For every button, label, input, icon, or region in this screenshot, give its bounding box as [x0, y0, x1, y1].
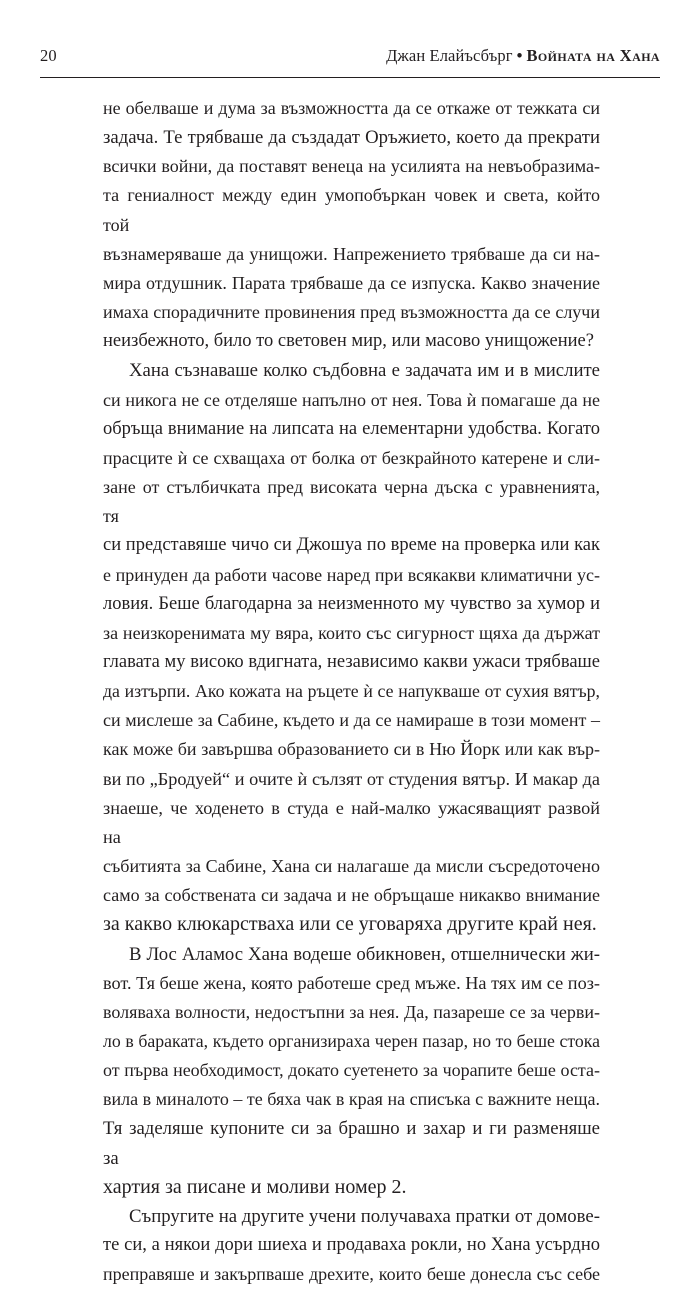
header-title-group — [386, 43, 660, 69]
text-line: от първа необходимост, докато суетенето за чорапите беше оста- — [103, 1060, 600, 1081]
text-line: Съпругите на другите учени получаваха пратки от домове- — [129, 1205, 600, 1227]
header-book-title: Войната на Хана — [526, 46, 660, 65]
text-line: събитията за Сабине, Хана си налагаше да мисли съсредоточено — [103, 856, 600, 877]
text-line: прасците ѝ се схващаха от болка от безкрайното катерене и сли- — [103, 447, 600, 468]
text-line: Тя заделяше купоните си за брашно и захар и ги разменяше за — [103, 1118, 600, 1169]
text-line: е принуден да работи часове наред при всякакви климатични ус- — [103, 564, 600, 585]
text-line: да изтърпи. Ако кожата на ръцете ѝ се напукваше от сухия вятър, — [103, 681, 600, 702]
text-line: вот. Тя беше жена, която работеше сред мъже. На тях им се поз- — [103, 972, 600, 993]
text-line: неизбежното, било то световен мир, или масово унищожение? — [103, 331, 594, 352]
text-line: как може би завършва образованието си в Ню Йорк или как вър- — [103, 739, 600, 760]
text-line: само за собствената си задача и не обръщаше никакво внимание — [103, 885, 600, 906]
text-line: главата му високо вдигната, независимо какви ужаси трябваше — [103, 651, 600, 672]
text-line: за неизкоренимата му вяра, които със сигурност щяха да държат — [103, 622, 600, 643]
running-header — [40, 43, 660, 69]
text-line: воляваха волности, недостъпни за нея. Да, пазареше се за черви- — [103, 1001, 600, 1022]
text-line: си представяше чичо си Джошуа по време на проверка или как — [103, 535, 600, 556]
text-line: възнамеряваше да унищожи. Напрежението трябваше да си на- — [103, 243, 600, 264]
text-line: те си, а някои дори шиеха и продаваха рокли, но Хана усърдно — [103, 1235, 600, 1256]
text-line: ви по „Бродуей“ и очите ѝ сълзят от студения вятър. И макар да — [103, 768, 600, 789]
text-line: ловия. Беше благодарна за неизменното му чувство за хумор и — [103, 593, 600, 614]
text-line: знаеше, че ходенето в студа е най-малко ужасяващият развой на — [103, 797, 600, 847]
text-line: ло в бараката, където организираха черен пазар, но то беше стока — [103, 1031, 600, 1051]
header-rule — [40, 77, 660, 78]
header-separator: • — [516, 46, 523, 65]
text-line: вила в миналото – те бяха чак в края на списъка с важните неща. — [103, 1089, 600, 1110]
text-line: задача. Те трябваше да създадат Оръжието, което да прекрати — [103, 127, 600, 149]
text-line: зане от стълбичката пред високата черна дъска с уравненията, тя — [103, 477, 600, 527]
text-line: та гениалност между един умопобъркан човек и света, който той — [103, 185, 600, 235]
text-line: не обелваше и дума за възможността да се откаже от тежката си — [103, 98, 600, 118]
text-line: всички войни, да поставят венеца на усилията на невъобразима- — [103, 156, 600, 177]
text-line: хартия за писане и моливи номер 2. — [103, 1175, 407, 1198]
text-line: за какво клюкарстваха или се уговаряха другите край нея. — [103, 913, 597, 936]
text-line: Хана съзнаваше колко съдбовна е задачата им и в мислите — [129, 360, 600, 382]
page-number: 20 — [40, 46, 57, 65]
text-line: си никога не се отделяше напълно от нея. Това ѝ помагаше да не — [103, 389, 600, 410]
text-line: мира отдушник. Парата трябваше да се изпуска. Какво значение — [103, 272, 600, 293]
header-author: Джан Елайъсбърг — [386, 46, 513, 65]
text-line: си мислеше за Сабине, където и да се намираше в този момент – — [103, 710, 600, 731]
text-line: преправяше и закърпваше дрехите, които беше донесла със себе — [103, 1264, 600, 1285]
text-line: обръща внимание на липсата на елементарни удобства. Когато — [103, 418, 600, 439]
body-text — [103, 94, 600, 1289]
text-line: В Лос Аламос Хана водеше обикновен, отшелнически жи- — [129, 943, 600, 965]
text-line: имаха спорадичните провинения пред възможността да се случи — [103, 302, 600, 323]
